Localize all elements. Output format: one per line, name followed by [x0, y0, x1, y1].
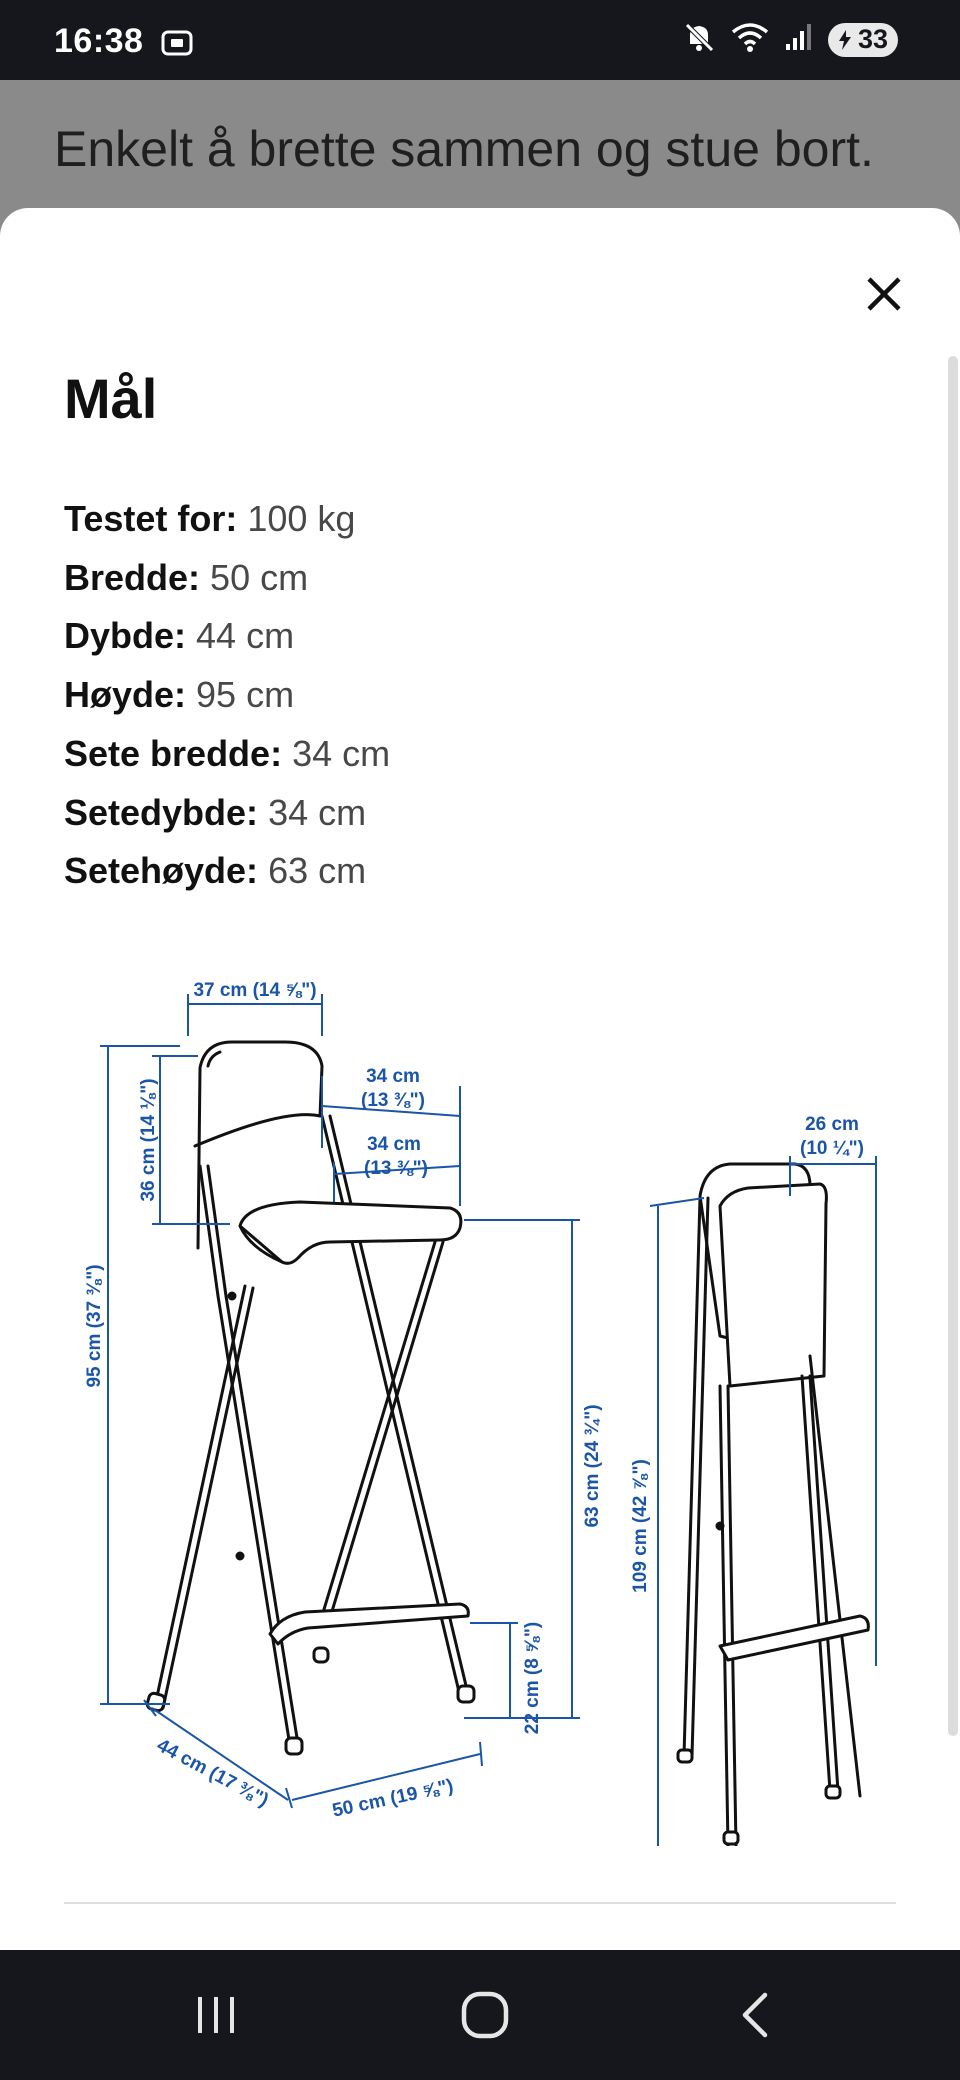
spec-value: 100 kg: [247, 498, 356, 539]
spec-tested-for: [64, 490, 390, 549]
charging-icon: [836, 29, 854, 51]
background-description: Enkelt å brette sammen og stue bort.: [54, 121, 874, 177]
battery-level: 33: [857, 24, 888, 54]
dim-seat-width-2-inches: (13 ⅜"): [364, 1158, 428, 1179]
status-bar: [0, 0, 960, 80]
close-icon: [864, 274, 904, 314]
scrollbar[interactable]: [948, 356, 958, 1736]
divider: [64, 1902, 896, 1904]
chair-illustration: [146, 1042, 474, 1754]
dim-folded-depth: 26 cm: [805, 1114, 859, 1135]
spec-label: Høyde:: [64, 674, 187, 716]
spec-seat-width: [64, 725, 390, 784]
spec-label: Setedybde:: [64, 791, 259, 833]
spec-value: 34 cm: [268, 791, 367, 833]
dim-depth: 44 cm (17 ⅜"): [153, 1734, 272, 1812]
status-icons: [682, 20, 898, 59]
dim-width: 50 cm (19 ⅝"): [330, 1775, 456, 1822]
status-time: 16:38: [54, 22, 144, 60]
dim-top-width: 37 cm (14 ⅝"): [193, 980, 317, 1001]
dim-seat-width-1: 34 cm: [366, 1066, 420, 1087]
navigation-bar: [0, 1950, 960, 2080]
mute-icon: [682, 20, 716, 59]
folded-chair-illustration: [678, 1164, 868, 1846]
home-button[interactable]: [405, 1950, 565, 2080]
spec-value: 95 cm: [196, 674, 295, 716]
dim-total-height: 95 cm (37 ⅜"): [84, 1264, 105, 1388]
spec-value: 34 cm: [292, 732, 391, 774]
recent-apps-icon: [192, 1991, 240, 2039]
dim-seat-width-2: 34 cm: [367, 1134, 421, 1155]
dim-footrest-height: 22 cm (8 ⅝"): [522, 1621, 543, 1735]
dim-seat-height: 63 cm (24 ¾"): [582, 1404, 603, 1528]
wifi-icon: [730, 20, 770, 59]
spec-height: [64, 666, 390, 725]
screenshot-icon: [160, 28, 194, 63]
back-icon: [735, 1989, 775, 2041]
back-button[interactable]: [675, 1950, 835, 2080]
spec-label: Setehøyde:: [64, 850, 259, 892]
dim-folded-height: 109 cm (42 ⅞"): [630, 1459, 651, 1593]
dimensions-sheet: [0, 208, 960, 1950]
home-icon: [459, 1989, 511, 2041]
spec-label: Testet for:: [64, 498, 238, 539]
signal-icon: [784, 22, 814, 57]
spec-seat-depth: [64, 784, 390, 843]
spec-label: Dybde:: [64, 615, 187, 657]
dim-seat-width-1-inches: (13 ⅜"): [361, 1090, 425, 1111]
spec-width: [64, 549, 390, 608]
dim-back-height: 36 cm (14 ⅛"): [138, 1078, 159, 1202]
dim-folded-depth-inches: (10 ¼"): [800, 1138, 864, 1159]
spec-depth: [64, 607, 390, 666]
spec-label: Bredde:: [64, 556, 201, 598]
spec-list: [64, 490, 390, 901]
spec-value: 63 cm: [268, 850, 367, 892]
spec-value: 50 cm: [210, 556, 309, 598]
dimension-diagram: [60, 966, 900, 1846]
battery-indicator: [828, 23, 898, 57]
spec-seat-height: [64, 842, 390, 901]
spec-value: 44 cm: [196, 615, 295, 657]
close-button[interactable]: [848, 258, 920, 330]
sheet-title: Mål: [64, 367, 158, 430]
spec-label: Sete bredde:: [64, 732, 283, 774]
recent-apps-button[interactable]: [136, 1950, 296, 2080]
